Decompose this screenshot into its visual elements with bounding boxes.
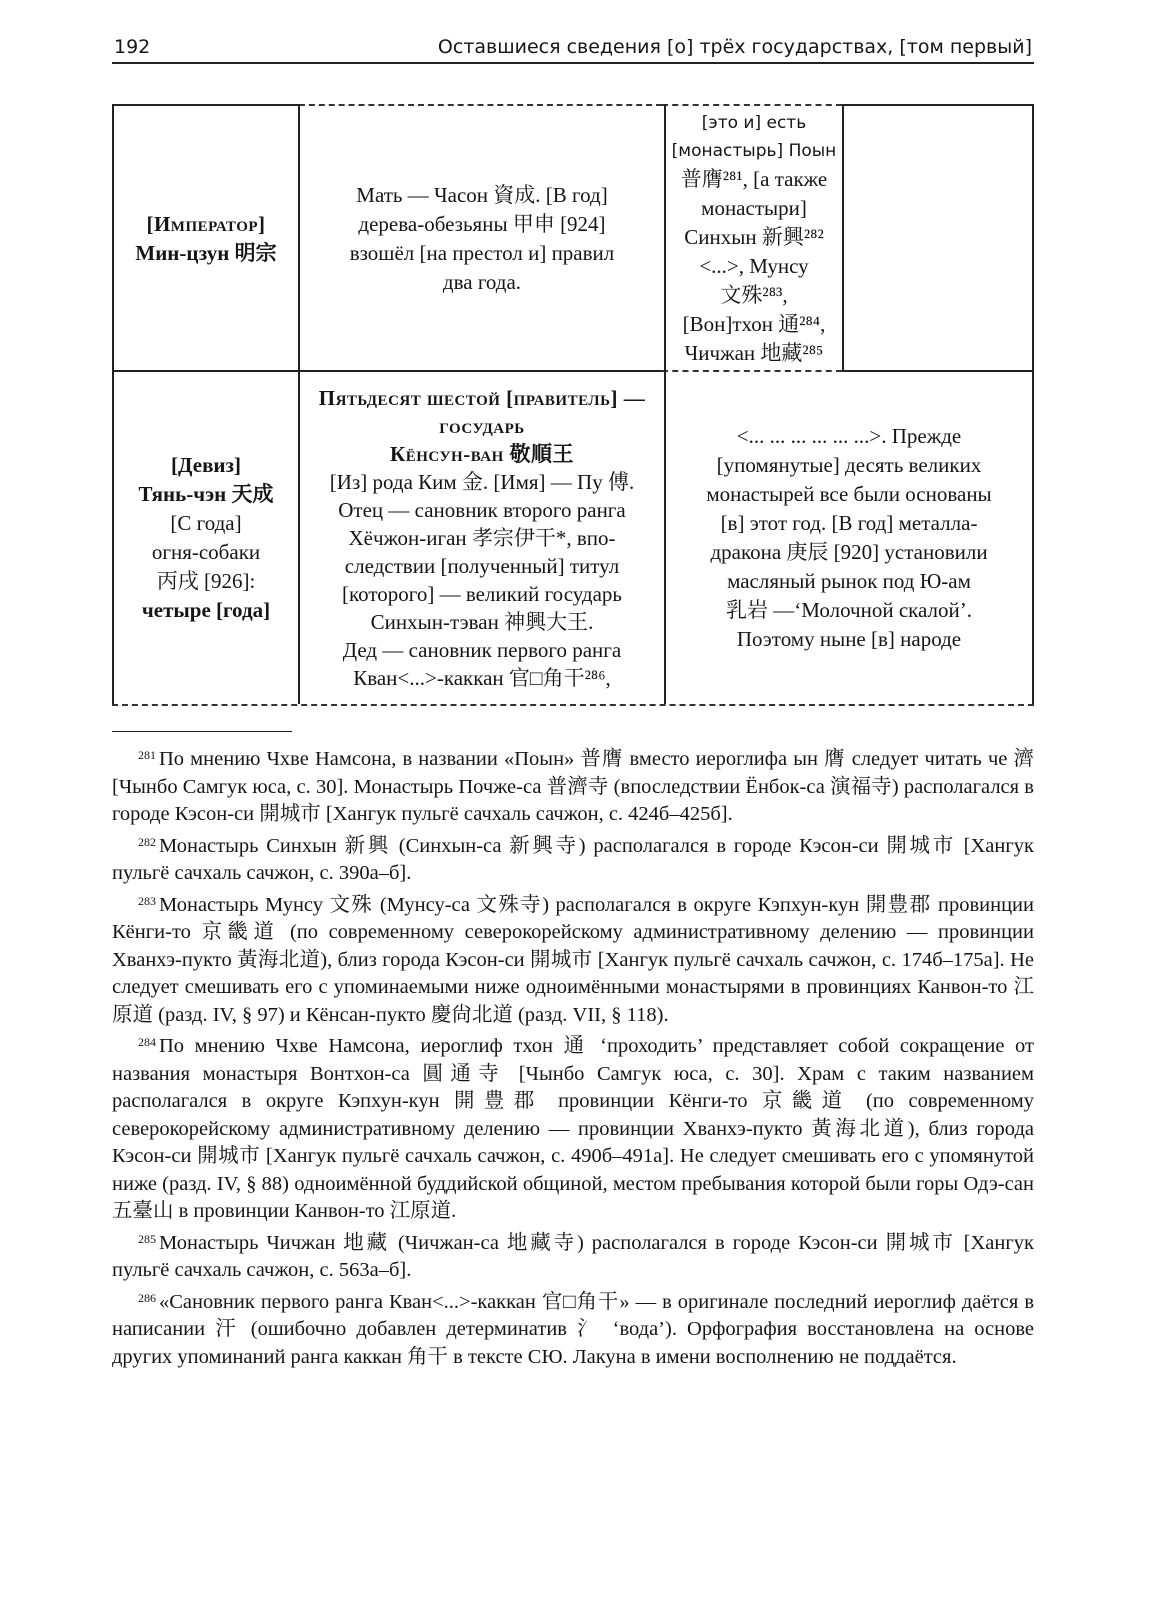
cell-line: [Девиз] bbox=[171, 453, 241, 477]
footnote-text: По мнению Чхве Намсона, иероглиф тхон 通 ‘проходить’ представляет собой сокращение от названия монастыря Вонтхон-са 圓通寺 [Чынбо Самгук юса, с. 30]. Храм с таким названием располагался в округе Кэпхун-кун 開豊郡 провинции Кёнги-то 京畿道 (по современному северокорейскому административному делению — провинции Хванхэ-пукто 黃海北道), близ города Кэсон-си 開城市 [Хангук пульгё сачхаль сачжон, с. 490б–491а]. Не следует смешивать его с упомянутой ниже (разд. IV, § 88) одноимённой буддийской общиной, местом пребывания которой были горы Одэ-сан 五臺山 в провинции Канвон-то 江原道. bbox=[112, 1035, 1034, 1222]
cell-line: огня-собаки bbox=[151, 540, 261, 564]
table-bottom-border-dashed bbox=[112, 704, 1034, 706]
cell-line: [упомянутые] десять великих bbox=[716, 453, 982, 477]
row-divider bbox=[112, 370, 662, 372]
cell-mother bbox=[304, 108, 660, 370]
cell-line: Синхын-тэван 神興大王. bbox=[370, 610, 594, 634]
row-divider-dashed bbox=[662, 370, 842, 372]
footnote-number: 286 bbox=[138, 1290, 156, 1305]
cell-line: два года. bbox=[442, 270, 522, 294]
cell-line: Поэтому ныне [в] народе bbox=[736, 627, 962, 651]
cell-line: 普膺²⁸¹, [а также bbox=[680, 166, 828, 191]
cell-line: [в] этот год. [В год] металла- bbox=[720, 511, 978, 535]
cell-line: государь bbox=[439, 414, 525, 438]
cell-line: 乳岩 —‘Молочной скалой’. bbox=[725, 598, 972, 622]
cell-line: 文殊²⁸³, bbox=[720, 282, 788, 307]
cell-line: <...>, Мунсу bbox=[699, 253, 809, 278]
cell-motto bbox=[116, 374, 296, 702]
cell-line: Мин-цзун 明宗 bbox=[135, 241, 277, 265]
row-divider bbox=[842, 370, 1034, 372]
page-number: 192 bbox=[114, 36, 151, 58]
cell-line: монастыри] bbox=[701, 195, 807, 220]
footnote-number: 284 bbox=[138, 1035, 156, 1049]
cell-line: Хёчжон-иган 孝宗伊干*, впо- bbox=[348, 526, 616, 550]
cell-line: <... ... ... ... ... ...>. Прежде bbox=[736, 424, 962, 448]
cell-line: [Вон]тхон 通²⁸⁴, bbox=[682, 311, 826, 336]
cell-ruler bbox=[302, 374, 662, 702]
cell-line: четыре [года] bbox=[141, 598, 271, 622]
cell-line: монастырей все были основаны bbox=[706, 482, 992, 506]
footnote-285 bbox=[112, 1226, 1034, 1285]
footnote-text: Монастырь Синхын 新興 (Синхын-са 新興寺) располагался в городе Кэсон-си 開城市 [Хангук пульгё сачхаль сачжон, с. 390а–б]. bbox=[112, 834, 1034, 884]
footnote-286 bbox=[112, 1285, 1034, 1372]
footnote-281 bbox=[112, 742, 1034, 829]
cell-line: [монастырь] Поын bbox=[671, 140, 837, 161]
cell-line: Кёнсун-ван 敬順王 bbox=[389, 442, 574, 466]
table-top-border bbox=[112, 104, 299, 106]
cell-line: Тянь-чэн 天成 bbox=[138, 482, 274, 506]
cell-line: Кван<...>-каккан 官□角干²⁸⁶, bbox=[353, 666, 611, 690]
column-divider bbox=[298, 104, 300, 704]
footnote-283 bbox=[112, 888, 1034, 1030]
column-divider bbox=[842, 104, 844, 370]
cell-line: Пятьдесят шестой [правитель] — bbox=[318, 386, 646, 410]
running-title: Оставшиеся сведения [о] трёх государствах, [том первый] bbox=[437, 36, 1032, 58]
cell-monasteries bbox=[668, 106, 840, 370]
cell-line: Отец — сановник второго ранга bbox=[338, 498, 626, 522]
chronology-table bbox=[112, 104, 1034, 706]
footnote-284 bbox=[112, 1029, 1034, 1226]
footnote-text: Монастырь Мунсу 文殊 (Мунсу-са 文殊寺) располагался в округе Кэпхун-кун 開豊郡 провинции Кёнги-то 京畿道 (по современному северокорейскому административному делению — провинции Хванхэ-пукто 黃海北道), близ города Кэсон-си 開城市 [Хангук пульгё сачхаль сачжон, с. 174б–175а]. Не следует смешивать его с упоминаемыми ниже одноимёнными монастырями в провинциях Канвон-то 江原道 (разд. IV, § 97) и Кёнсан-пукто 慶尙北道 (разд. VII, § 118). bbox=[112, 893, 1034, 1026]
footnotes bbox=[112, 742, 1034, 1371]
footnote-number: 285 bbox=[138, 1231, 156, 1246]
table-right-border bbox=[1032, 104, 1034, 704]
footnote-text: «Сановник первого ранга Кван<...>-каккан 官□角干» — в оригинале последний иероглиф даётся в написании 汗 (ошибочно добавлен детерминатив 氵 ‘вода’). Орфография восстановлена на основе других упоминаний ранга каккан 角干 в тексте СЮ. Лакуна в имени восполнению не поддаётся. bbox=[112, 1290, 1034, 1368]
cell-line: [Из] рода Ким 金. [Имя] — Пу 傅. bbox=[329, 470, 635, 494]
footnote-number: 281 bbox=[138, 748, 156, 762]
cell-line: дерева-обезьяны 甲申 [924] bbox=[358, 212, 606, 236]
footnote-number: 283 bbox=[138, 893, 156, 908]
cell-line: Мать — Часон 資成. [В год] bbox=[356, 183, 608, 207]
column-divider bbox=[664, 104, 666, 704]
cell-line: [Император] bbox=[146, 212, 266, 236]
cell-line: [которого] — великий государь bbox=[341, 582, 622, 606]
cell-line: взошёл [на престол и] правил bbox=[349, 241, 615, 265]
footnote-separator bbox=[112, 731, 292, 732]
cell-line: [С года] bbox=[170, 511, 242, 535]
running-header bbox=[112, 30, 1034, 64]
cell-line: [это и] есть bbox=[701, 112, 807, 133]
table-left-border bbox=[112, 104, 114, 704]
table-top-border-dashed bbox=[299, 104, 662, 106]
footnote-number: 282 bbox=[138, 834, 156, 849]
cell-line: Чичжан 地藏²⁸⁵ bbox=[684, 340, 824, 365]
cell-line: Синхын 新興²⁸² bbox=[684, 224, 824, 249]
cell-line: 丙戌 [926]: bbox=[156, 569, 256, 593]
cell-line: масляный рынок под Ю-ам bbox=[727, 569, 971, 593]
footnote-282 bbox=[112, 829, 1034, 888]
cell-line: следствии [полученный] титул bbox=[344, 554, 620, 578]
footnote-text: По мнению Чхве Намсона, в названии «Поын» 普膺 вместо иероглифа ын 膺 следует читать че 濟 [Чынбо Самгук юса, с. 30]. Монастырь Почже-са 普濟寺 (впоследствии Ёнбок-са 演福寺) располагался в городе Кэсон-си 開城市 [Хангук пульгё сачхаль сачжон, с. 424б–425б]. bbox=[112, 748, 1034, 825]
cell-line: Дед — сановник первого ранга bbox=[342, 638, 622, 662]
cell-emperor bbox=[116, 108, 296, 370]
table-top-border bbox=[842, 104, 1034, 106]
cell-line: дракона 庚辰 [920] установили bbox=[710, 540, 988, 564]
cell-events bbox=[668, 374, 1030, 702]
footnote-text: Монастырь Чичжан 地藏 (Чичжан-са 地藏寺) располагался в городе Кэсон-си 開城市 [Хангук пульгё сачхаль сачжон, с. 563а–б]. bbox=[112, 1231, 1034, 1281]
